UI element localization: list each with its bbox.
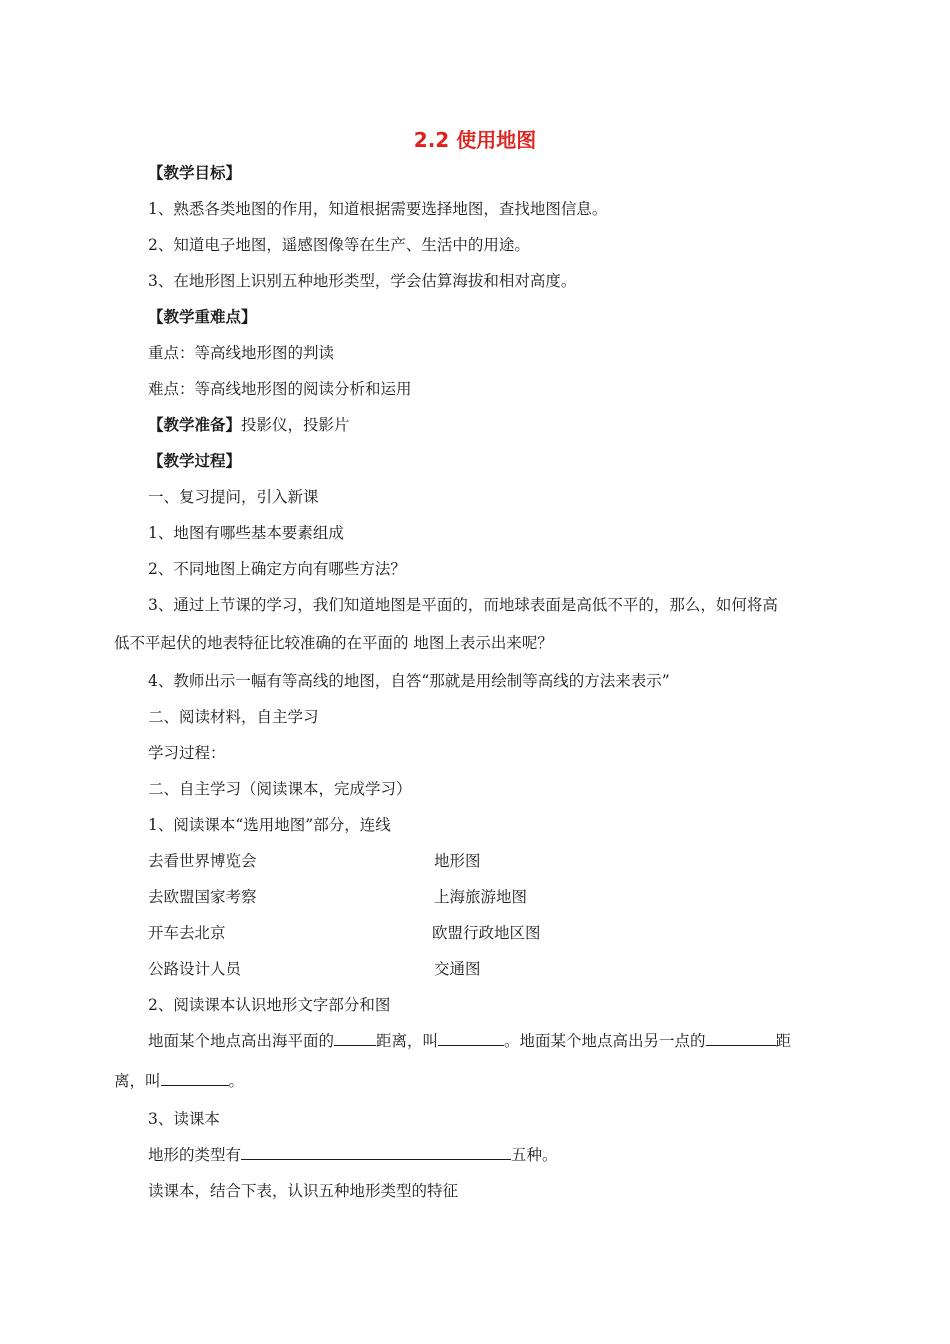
- task-heading: 3、读课本: [148, 1110, 220, 1128]
- match-left-item: 去看世界博览会: [148, 852, 257, 870]
- fill-text: 五种。: [511, 1146, 558, 1164]
- fill-text: 。: [228, 1072, 245, 1090]
- review-question: 1、地图有哪些基本要素组成: [148, 524, 344, 542]
- objective-item: 1、熟悉各类地图的作用，知道根据需要选择地图，查找地图信息。: [148, 200, 608, 218]
- process-heading: 【教学过程】: [148, 452, 242, 470]
- fill-text: 离，叫: [114, 1072, 161, 1090]
- review-question: 2、不同地图上确定方向有哪些方法？: [148, 560, 406, 578]
- final-instruction: 读课本，结合下表，认识五种地形类型的特征: [148, 1182, 459, 1200]
- key-point-difficulty: 难点：等高线地形图的阅读分析和运用: [148, 380, 412, 398]
- fill-blank[interactable]: [706, 1030, 776, 1046]
- match-right-item: 地形图: [434, 852, 481, 870]
- fill-text: 距离，叫: [376, 1032, 439, 1050]
- section-heading: 二、自主学习（阅读课本，完成学习）: [148, 780, 412, 798]
- fill-text: 地面某个地点高出海平面的: [148, 1032, 335, 1050]
- fill-text: 距: [775, 1032, 792, 1050]
- objective-item: 2、知道电子地图，遥感图像等在生产、生活中的用途。: [148, 236, 530, 254]
- fill-text: 地形的类型有: [148, 1146, 242, 1164]
- review-question-continued: 低不平起伏的地表特征比较准确的在平面的 地图上表示出来呢？: [114, 634, 553, 652]
- preparation-text: 投影仪，投影片: [241, 416, 350, 434]
- review-heading: 一、复习提问，引入新课: [148, 488, 319, 506]
- review-question: 4、教师出示一幅有等高线的地图，自答“那就是用绘制等高线的方法来表示”: [148, 672, 670, 690]
- task-heading: 1、阅读课本“选用地图”部分，连线: [148, 816, 391, 834]
- terrain-types-line: [148, 1144, 558, 1166]
- match-left-item: 去欧盟国家考察: [148, 888, 257, 906]
- fill-blank[interactable]: [161, 1070, 229, 1086]
- key-points-heading: 【教学重难点】: [148, 308, 257, 326]
- page-title: 2.2 使用地图: [413, 128, 537, 152]
- match-right-item: 交通图: [434, 960, 481, 978]
- section-heading: 二、阅读材料，自主学习: [148, 708, 319, 726]
- preparation-line: [148, 414, 350, 436]
- objective-item: 3、在地形图上识别五种地形类型，学会估算海拔和相对高度。: [148, 272, 577, 290]
- match-left-item: 公路设计人员: [148, 960, 242, 978]
- fill-blank[interactable]: [241, 1144, 511, 1160]
- fill-blank[interactable]: [438, 1030, 504, 1046]
- task-heading: 2、阅读课本认识地形文字部分和图: [148, 996, 391, 1014]
- preparation-heading: 【教学准备】: [148, 416, 242, 434]
- fill-text: 。地面某个地点高出另一点的: [504, 1032, 706, 1050]
- match-right-item: 欧盟行政地区图: [432, 924, 541, 942]
- objectives-heading: 【教学目标】: [148, 164, 242, 182]
- learning-process-label: 学习过程：: [148, 744, 226, 762]
- fill-blank[interactable]: [334, 1030, 376, 1046]
- match-right-item: 上海旅游地图: [434, 888, 528, 906]
- match-left-item: 开车去北京: [148, 924, 226, 942]
- review-question: 3、通过上节课的学习，我们知道地图是平面的，而地球表面是高低不平的，那么，如何将高: [148, 596, 778, 614]
- fill-in-line: [148, 1030, 791, 1052]
- key-point-focus: 重点：等高线地形图的判读: [148, 344, 335, 362]
- fill-in-line-continued: [114, 1070, 244, 1092]
